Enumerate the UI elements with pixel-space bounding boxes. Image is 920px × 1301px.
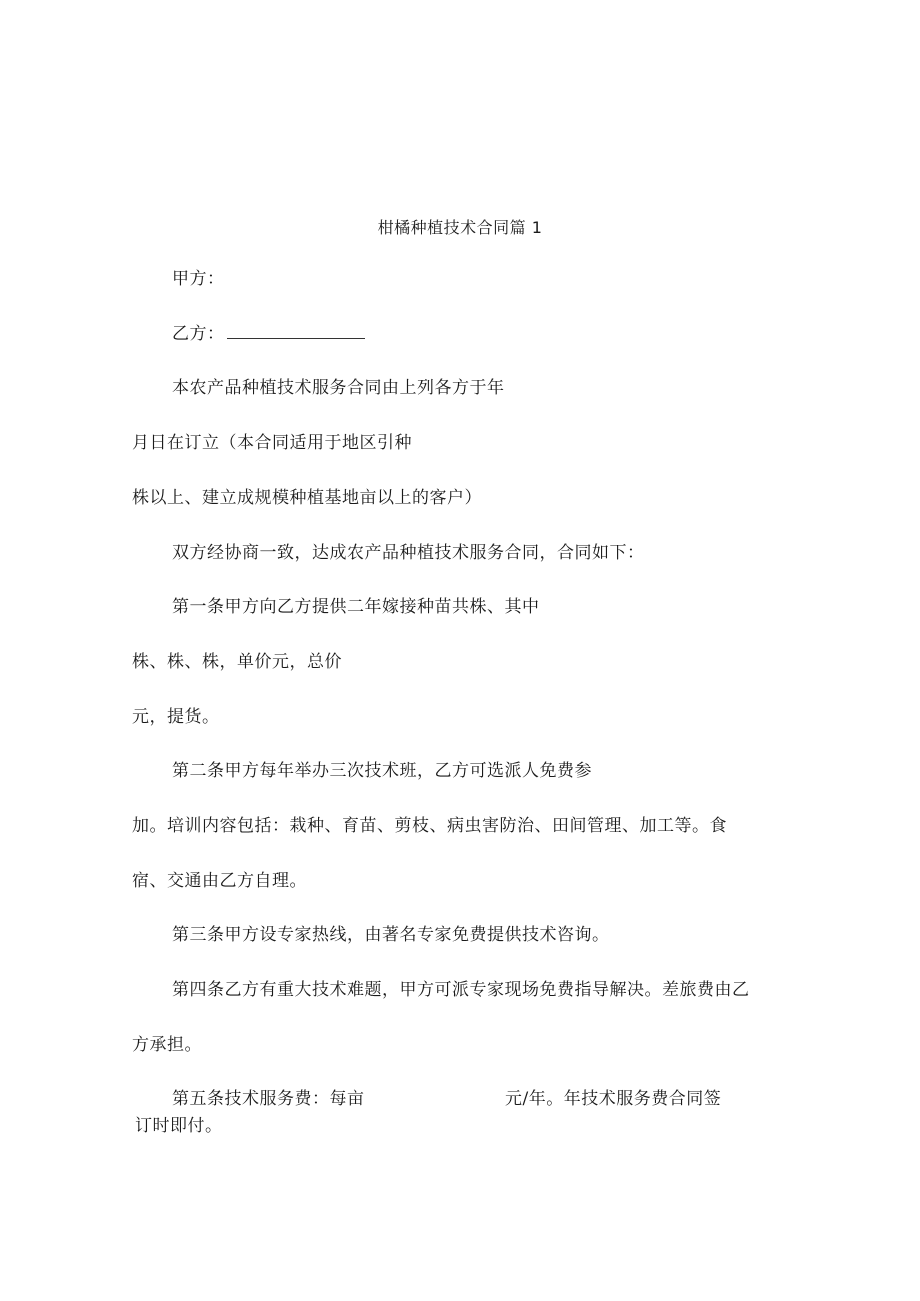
paragraph-2: 双方经协商一致，达成农产品种植技术服务合同，合同如下： — [172, 543, 645, 563]
paragraph-1-line-2: 月日在订立（本合同适用于地区引种 — [132, 433, 412, 453]
article-2-line-2: 加。培训内容包括：栽种、育苗、剪枝、病虫害防治、田间管理、加工等。食 — [132, 816, 727, 836]
paragraph-1-line-3: 株以上、建立成规模种植基地亩以上的客户） — [132, 488, 482, 508]
article-2-line-3: 宿、交通由乙方自理。 — [132, 871, 307, 891]
article-3: 第三条甲方设专家热线，由著名专家免费提供技术咨询。 — [172, 925, 610, 945]
article-5-line-2: 订时即付。 — [135, 1116, 223, 1136]
party-b-blank — [227, 323, 365, 339]
article-2-line-1: 第二条甲方每年举办三次技术班，乙方可选派人免费参 — [172, 761, 592, 781]
article-1-line-2: 株、株、株，单价元，总价 — [132, 652, 342, 672]
party-a-label: 甲方： — [172, 269, 225, 289]
article-5-line-1-part-2: 元/年。年技术服务费合同签 — [505, 1089, 722, 1109]
party-b-label: 乙方： — [172, 324, 225, 344]
article-4-line-2: 方承担。 — [132, 1035, 202, 1055]
article-5-line-1-part-1: 第五条技术服务费：每亩 — [172, 1089, 365, 1109]
article-1-line-1: 第一条甲方向乙方提供二年嫁接种苗共株、其中 — [172, 597, 540, 617]
paragraph-1-line-1: 本农产品种植技术服务合同由上列各方于年 — [172, 378, 505, 398]
article-1-line-3: 元，提货。 — [132, 707, 220, 727]
party-a-line — [172, 268, 225, 290]
party-b-line — [172, 323, 365, 345]
document-title: 柑橘种植技术合同篇 1 — [377, 218, 543, 237]
article-4-line-1: 第四条乙方有重大技术难题，甲方可派专家现场免费指导解决。差旅费由乙 — [172, 980, 750, 1000]
